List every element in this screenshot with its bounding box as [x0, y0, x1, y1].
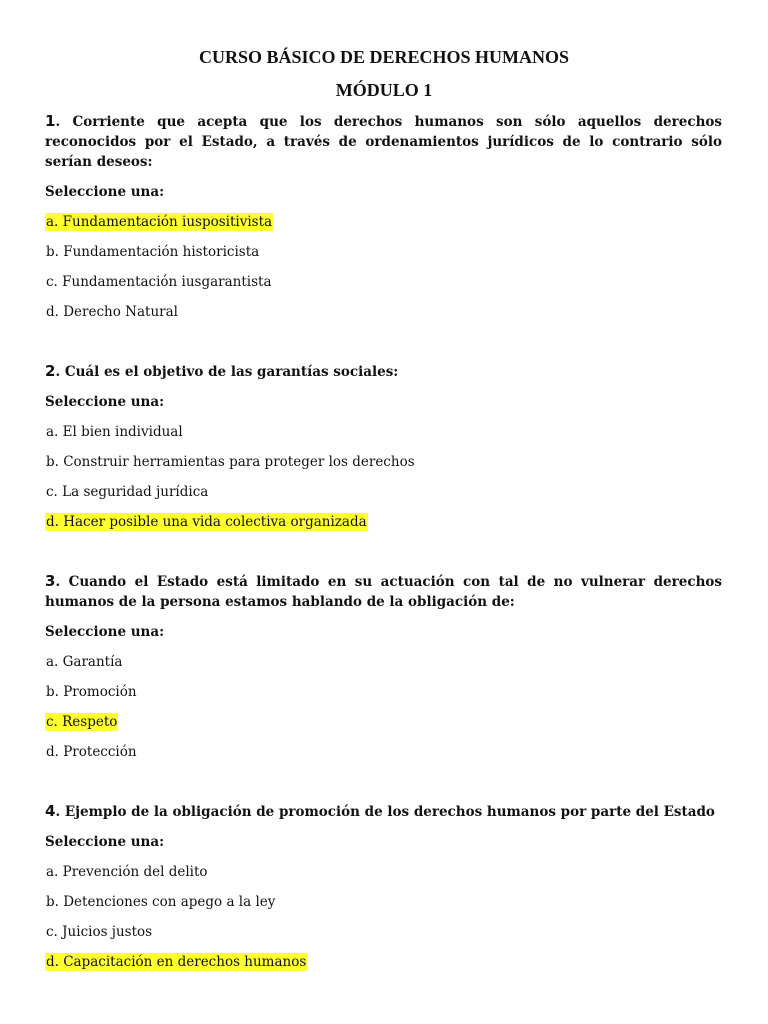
option-text: a. El bien individual: [46, 424, 183, 440]
answer-option: [45, 652, 722, 682]
option-text: d. Derecho Natural: [46, 304, 178, 320]
option-text: d. Hacer posible una vida colectiva organizada: [46, 514, 367, 530]
answer-option: [45, 892, 722, 922]
question-text: 2. Cuál es el objetivo de las garantías sociales:: [45, 362, 399, 380]
option-text: c. Respeto: [46, 714, 118, 730]
answer-option: [45, 862, 722, 892]
answer-option: [45, 952, 722, 982]
option-text: b. Construir herramientas para proteger los derechos: [46, 454, 415, 470]
select-prompt: Seleccione una:: [45, 834, 165, 850]
question-1: [45, 111, 722, 332]
question-3: [45, 571, 722, 772]
answer-option: [45, 712, 722, 742]
select-prompt: Seleccione una:: [45, 394, 165, 410]
question-number: 3: [45, 572, 56, 590]
option-text: c. Fundamentación iusgarantista: [46, 274, 272, 290]
answer-option: [45, 212, 722, 242]
question-text: 1. Corriente que acepta que los derechos humanos son sólo aquellos derechos reconocidos por el Estado, a través de ordenamientos jurídicos de lo contrario sólo serían deseos:: [45, 112, 722, 170]
option-text: a. Fundamentación iuspositivista: [46, 214, 273, 230]
answer-option: [45, 272, 722, 302]
option-text: d. Protección: [46, 744, 137, 760]
answer-option: [45, 422, 722, 452]
question-number: 4: [45, 802, 56, 820]
document-title: CURSO BÁSICO DE DERECHOS HUMANOS: [198, 47, 570, 67]
option-text: b. Detenciones con apego a la ley: [46, 894, 276, 910]
question-number: 2: [45, 362, 56, 380]
answer-option: [45, 922, 722, 952]
question-4: [45, 801, 722, 982]
option-text: b. Promoción: [46, 684, 137, 700]
answer-option: [45, 742, 722, 772]
module-title: MÓDULO 1: [335, 80, 433, 100]
option-text: d. Capacitación en derechos humanos: [46, 954, 307, 970]
answer-option: [45, 452, 722, 482]
option-text: a. Prevención del delito: [46, 864, 208, 880]
option-text: a. Garantía: [46, 654, 123, 670]
question-2: [45, 361, 722, 542]
option-text: b. Fundamentación historicista: [46, 244, 260, 260]
option-text: c. La seguridad jurídica: [46, 484, 209, 500]
answer-option: [45, 482, 722, 512]
question-number: 1: [45, 112, 56, 130]
question-text: 4. Ejemplo de la obligación de promoción de los derechos humanos por parte del Estado: [45, 802, 715, 820]
answer-option: [45, 242, 722, 272]
select-prompt: Seleccione una:: [45, 624, 165, 640]
option-text: c. Juicios justos: [46, 924, 153, 940]
answer-option: [45, 512, 722, 542]
answer-option: [45, 682, 722, 712]
answer-option: [45, 302, 722, 332]
select-prompt: Seleccione una:: [45, 184, 165, 200]
question-text: 3. Cuando el Estado está limitado en su actuación con tal de no vulnerar derechos humanos de la persona estamos hablando de la obligación de:: [45, 572, 722, 610]
